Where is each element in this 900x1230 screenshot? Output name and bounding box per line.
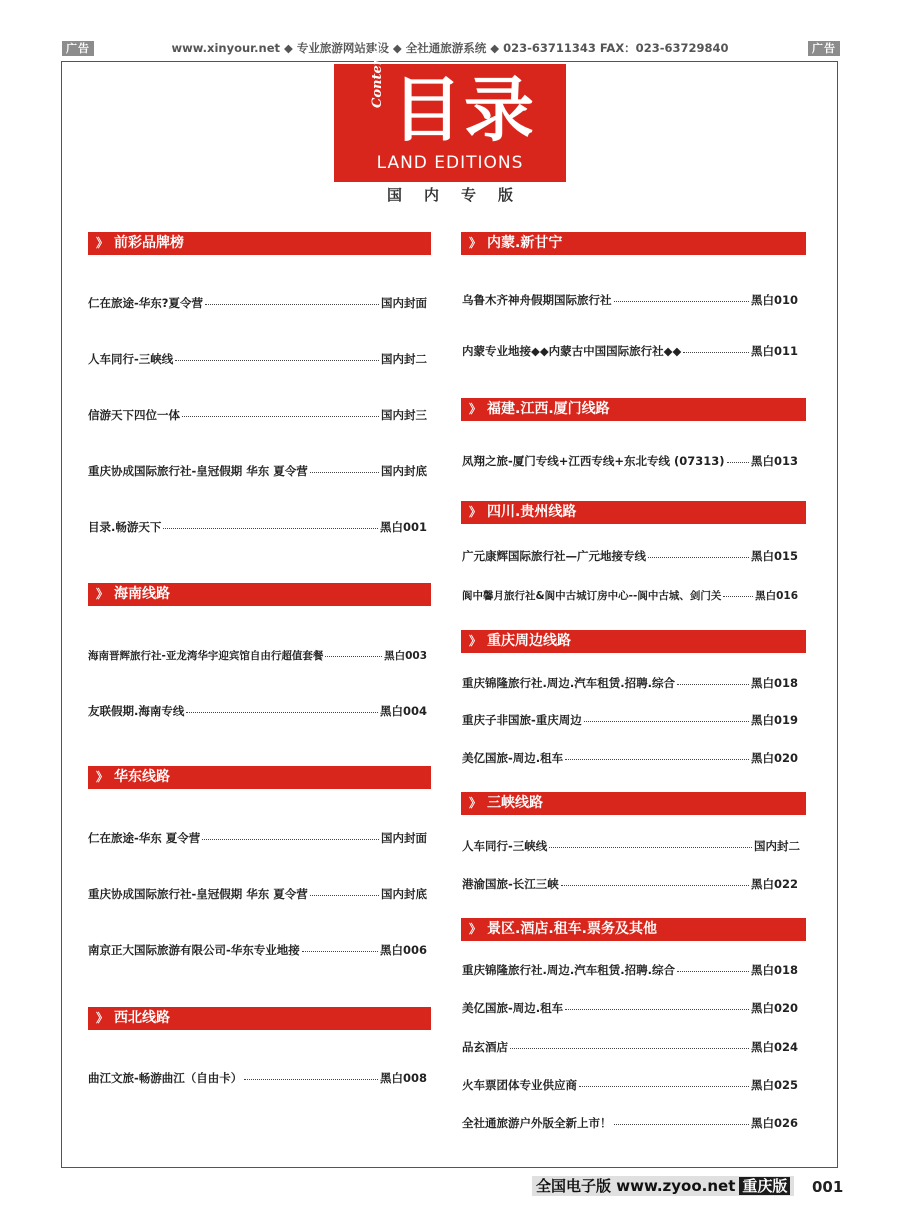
entry-text: 内蒙专业地接◆◆内蒙古中国国际旅行社◆◆: [462, 344, 682, 358]
entry-page: 黑白004: [379, 704, 427, 718]
entry-text: 重庆锦隆旅行社.周边.汽车租赁.招聘.综合: [462, 676, 675, 690]
footer-banner: [532, 1176, 794, 1196]
toc-entry[interactable]: [462, 292, 798, 308]
leader-dots: [205, 304, 379, 305]
footer-label: 全国电子版 www.zyoo.net: [536, 1177, 736, 1195]
toc-entry[interactable]: [462, 1077, 798, 1093]
section-header-hainan: [88, 583, 431, 606]
page-number: 001: [812, 1178, 844, 1196]
entry-page: 黑白020: [750, 751, 798, 765]
entry-page: 黑白024: [750, 1040, 798, 1054]
entry-text: 乌鲁木齐神舟假期国际旅行社: [462, 293, 612, 307]
leader-dots: [163, 528, 378, 529]
entry-text: 海南晋辉旅行社-亚龙湾华宇迎宾馆自由行超值套餐: [88, 650, 324, 662]
leader-dots: [175, 360, 379, 361]
entry-text: 曲江文旅-畅游曲江（自由卡）: [88, 1071, 243, 1085]
chevron-right-icon: 》: [469, 634, 482, 648]
leader-dots: [579, 1086, 749, 1087]
leader-dots: [727, 462, 749, 463]
leader-dots: [549, 847, 752, 848]
leader-dots: [202, 839, 379, 840]
leader-dots: [614, 301, 749, 302]
entry-page: 黑白018: [750, 676, 798, 690]
chevron-right-icon: 》: [469, 402, 482, 416]
entry-page: 国内封面: [381, 296, 427, 310]
entry-page: 国内封底: [381, 887, 427, 901]
leader-dots: [648, 557, 749, 558]
entry-text: 广元康辉国际旅行社—广元地接专线: [462, 549, 646, 563]
leader-dots: [510, 1048, 749, 1049]
section-title: 福建.江西.厦门线路: [487, 401, 610, 417]
entry-page: 黑白019: [750, 713, 798, 727]
entry-text: 仁在旅途-华东 夏令营: [88, 831, 201, 845]
chevron-right-icon: 》: [96, 1011, 109, 1025]
entry-page: 黑白025: [750, 1078, 798, 1092]
toc-entry[interactable]: [462, 1115, 798, 1131]
chevron-right-icon: 》: [469, 922, 482, 936]
entry-page: 黑白026: [750, 1116, 798, 1130]
section-header-huadong: [88, 766, 431, 789]
leader-dots: [565, 1009, 749, 1010]
section-title: 景区.酒店.租车.票务及其他: [487, 921, 657, 937]
toc-entry[interactable]: [88, 830, 427, 846]
chevron-right-icon: 》: [96, 770, 109, 784]
edition-badge: 重庆版: [739, 1177, 790, 1195]
entry-text: 南京正大国际旅游有限公司-华东专业地接: [88, 943, 300, 957]
toc-entry[interactable]: [462, 876, 798, 892]
entry-page: 黑白010: [750, 293, 798, 307]
entry-page: 黑白003: [384, 650, 427, 662]
logo-title: 目录: [392, 68, 536, 151]
leader-dots: [677, 971, 749, 972]
section-header-sichuan: [461, 501, 806, 524]
entry-page: 黑白013: [750, 454, 798, 468]
entry-page: 黑白022: [750, 877, 798, 891]
entry-text: 目录.畅游天下: [88, 520, 162, 534]
entry-text: 友联假期.海南专线: [88, 704, 185, 718]
entry-page: 黑白018: [750, 963, 798, 977]
entry-text: 火车票团体专业供应商: [462, 1078, 577, 1092]
section-header-neimeng: [461, 232, 806, 255]
toc-entry[interactable]: [462, 1000, 798, 1016]
section-title: 西北线路: [114, 1010, 171, 1026]
toc-entry[interactable]: [462, 962, 798, 978]
leader-dots: [186, 712, 378, 713]
leader-dots: [683, 352, 749, 353]
toc-entry[interactable]: [462, 588, 798, 604]
toc-entry[interactable]: [88, 463, 427, 479]
toc-entry[interactable]: [462, 712, 798, 728]
toc-entry[interactable]: [88, 295, 427, 311]
section-title: 三峡线路: [487, 795, 544, 811]
entry-page: 国内封二: [381, 352, 427, 366]
entry-page: 黑白001: [379, 520, 427, 534]
toc-entry[interactable]: [462, 1039, 798, 1055]
section-title: 四川.贵州线路: [487, 504, 577, 520]
contents-logo: [334, 42, 566, 182]
entry-text: 信游天下四位一体: [88, 408, 180, 422]
chevron-right-icon: 》: [469, 796, 482, 810]
entry-text: 重庆子非国旅-重庆周边: [462, 713, 582, 727]
leader-dots: [561, 885, 749, 886]
leader-dots: [584, 721, 749, 722]
section-title: 海南线路: [114, 586, 171, 602]
toc-entry[interactable]: [88, 942, 427, 958]
ad-tag-left: 广告: [62, 41, 94, 56]
entry-text: 人车同行-三峡线: [462, 839, 548, 853]
section-header-xibei: [88, 1007, 431, 1030]
entry-text: 仁在旅途-华东?夏令营: [88, 296, 203, 310]
entry-page: 黑白015: [750, 549, 798, 563]
leader-dots: [310, 472, 379, 473]
section-title: 重庆周边线路: [487, 633, 572, 649]
entry-page: 黑白006: [379, 943, 427, 957]
entry-text: 美亿国旅-周边.租车: [462, 1001, 564, 1015]
toc-entry[interactable]: [88, 648, 427, 664]
toc-entry[interactable]: [462, 343, 798, 359]
entry-page: 黑白016: [755, 590, 798, 602]
leader-dots: [325, 656, 382, 657]
chevron-right-icon: 》: [469, 505, 482, 519]
entry-page: 黑白008: [379, 1071, 427, 1085]
section-header-sanxia: [461, 792, 806, 815]
toc-entry[interactable]: [462, 453, 798, 469]
entry-page: 国内封面: [381, 831, 427, 845]
leader-dots: [565, 759, 749, 760]
chevron-right-icon: 》: [469, 236, 482, 250]
section-header-chongqing: [461, 630, 806, 653]
entry-page: 国内封二: [754, 839, 800, 853]
entry-text: 重庆协成国际旅行社-皇冠假期 华东 夏令营: [88, 887, 308, 901]
section-title: 内蒙.新甘宁: [487, 235, 563, 251]
toc-entry[interactable]: [88, 519, 427, 535]
toc-entry[interactable]: [462, 750, 798, 766]
entry-text: 全社通旅游户外版全新上市！: [462, 1116, 612, 1130]
contact-line: www.xinyour.net ◆ 专业旅游网站建设 ◆ 全社通旅游系统 ◆ 023-63711343 FAX：023-63729840: [171, 41, 729, 55]
toc-entry[interactable]: [88, 886, 427, 902]
toc-entry[interactable]: [462, 838, 800, 854]
entry-text: 港渝国旅-长江三峡: [462, 877, 559, 891]
page-subtitle: 国内专版: [386, 186, 535, 204]
leader-dots: [677, 684, 749, 685]
section-title: 华东线路: [114, 769, 171, 785]
leader-dots: [614, 1124, 749, 1125]
entry-page: 国内封三: [381, 408, 427, 422]
chevron-right-icon: 》: [96, 587, 109, 601]
toc-entry[interactable]: [88, 703, 427, 719]
leader-dots: [182, 416, 379, 417]
toc-entry[interactable]: [88, 407, 427, 423]
chevron-right-icon: 》: [96, 236, 109, 250]
ad-tag-right: 广告: [808, 41, 840, 56]
entry-text: 人车同行-三峡线: [88, 352, 174, 366]
toc-entry[interactable]: [462, 548, 798, 564]
entry-text: 美亿国旅-周边.租车: [462, 751, 564, 765]
leader-dots: [244, 1079, 378, 1080]
toc-entry[interactable]: [462, 675, 798, 691]
contents-word: Contents: [370, 42, 385, 108]
logo-edition: LAND EDITIONS: [376, 153, 524, 173]
entry-page: 国内封底: [381, 464, 427, 478]
leader-dots: [723, 596, 753, 597]
entry-text: 重庆锦隆旅行社.周边.汽车租赁.招聘.综合: [462, 963, 675, 977]
section-header-jingqu: [461, 918, 806, 941]
section-title: 前彩品牌榜: [114, 235, 185, 251]
entry-text: 重庆协成国际旅行社-皇冠假期 华东 夏令营: [88, 464, 308, 478]
leader-dots: [310, 895, 379, 896]
toc-entry[interactable]: [88, 351, 427, 367]
entry-page: 黑白011: [750, 344, 798, 358]
entry-page: 黑白020: [750, 1001, 798, 1015]
section-header-qiancai: [88, 232, 431, 255]
toc-entry[interactable]: [88, 1070, 427, 1086]
entry-text: 阆中馨月旅行社&阆中古城订房中心--阆中古城、剑门关: [462, 590, 722, 602]
entry-text: 品玄酒店: [462, 1040, 508, 1054]
entry-text: 凤翔之旅-厦门专线+江西专线+东北专线 (07313): [462, 454, 725, 468]
leader-dots: [302, 951, 378, 952]
section-header-fujian: [461, 398, 806, 421]
